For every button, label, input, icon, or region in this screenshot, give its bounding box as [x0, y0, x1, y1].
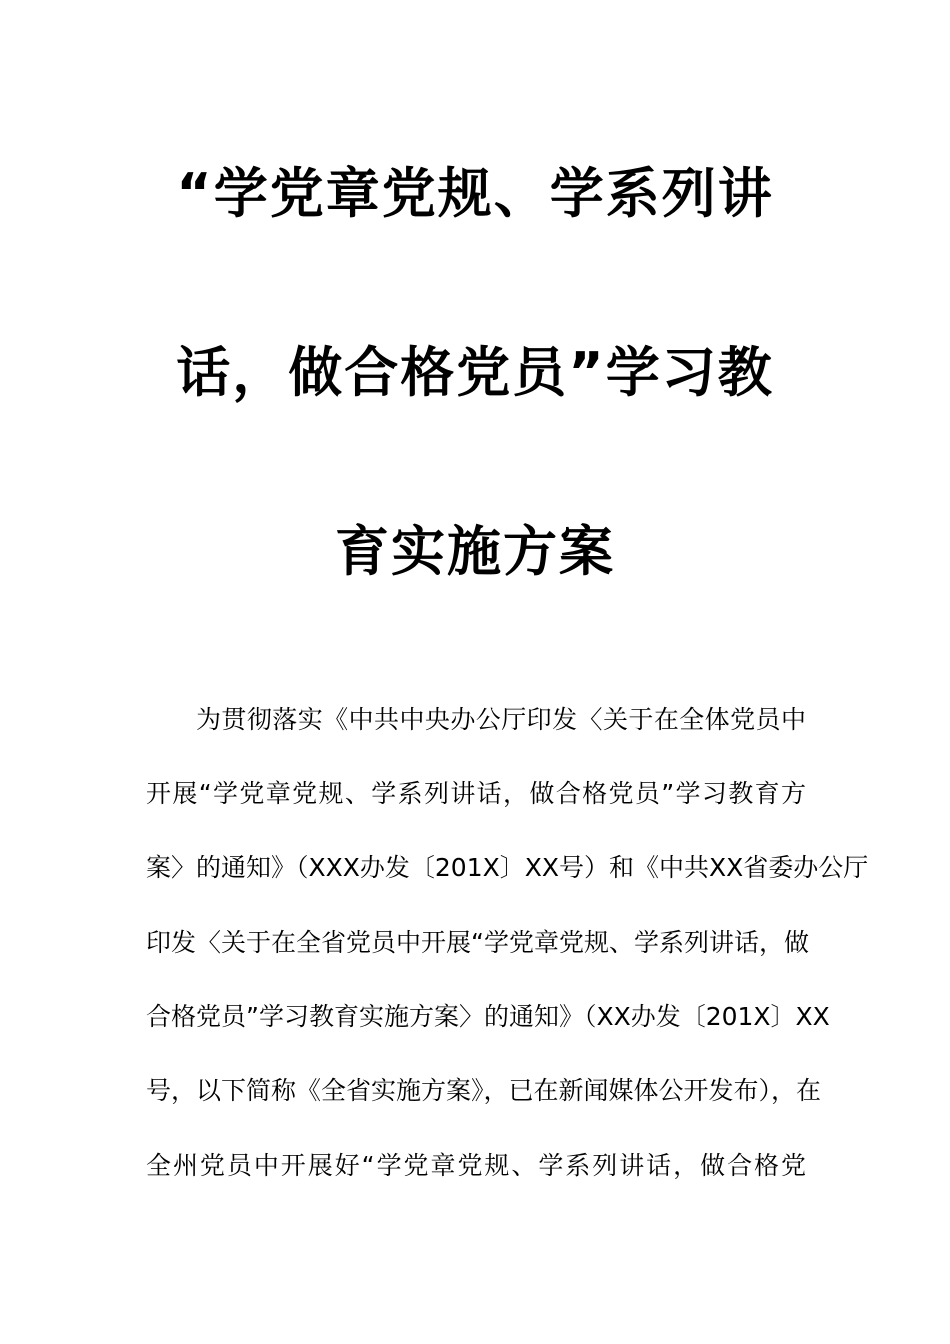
- body-line-4: 印发〈关于在全省党员中开展“学党章党规、学系列讲话，做: [146, 928, 809, 957]
- body-line-7: 全州党员中开展好“学党章党规、学系列讲话，做合格党: [146, 1151, 806, 1180]
- body-line-1: 为贯彻落实《中共中央办公厅印发〈关于在全体党员中: [196, 705, 806, 734]
- body-line-2: 开展“学党章党规、学系列讲话，做合格党员”学习教育方: [146, 779, 806, 808]
- body-line-6: 号，以下简称《全省实施方案》，已在新闻媒体公开发布），在: [146, 1076, 822, 1105]
- title-line-3: 育实施方案: [335, 520, 615, 583]
- body-line-3: 案〉的通知》（XXX办发〔201X〕XX号）和《中共XX省委办公厅: [146, 853, 869, 882]
- body-line-5: 合格党员”学习教育实施方案〉的通知》（XX办发〔201X〕XX: [146, 1002, 830, 1031]
- title-line-2: 话，做合格党员”学习教: [176, 341, 774, 404]
- title-line-1: “学党章党规、学系列讲: [176, 162, 774, 225]
